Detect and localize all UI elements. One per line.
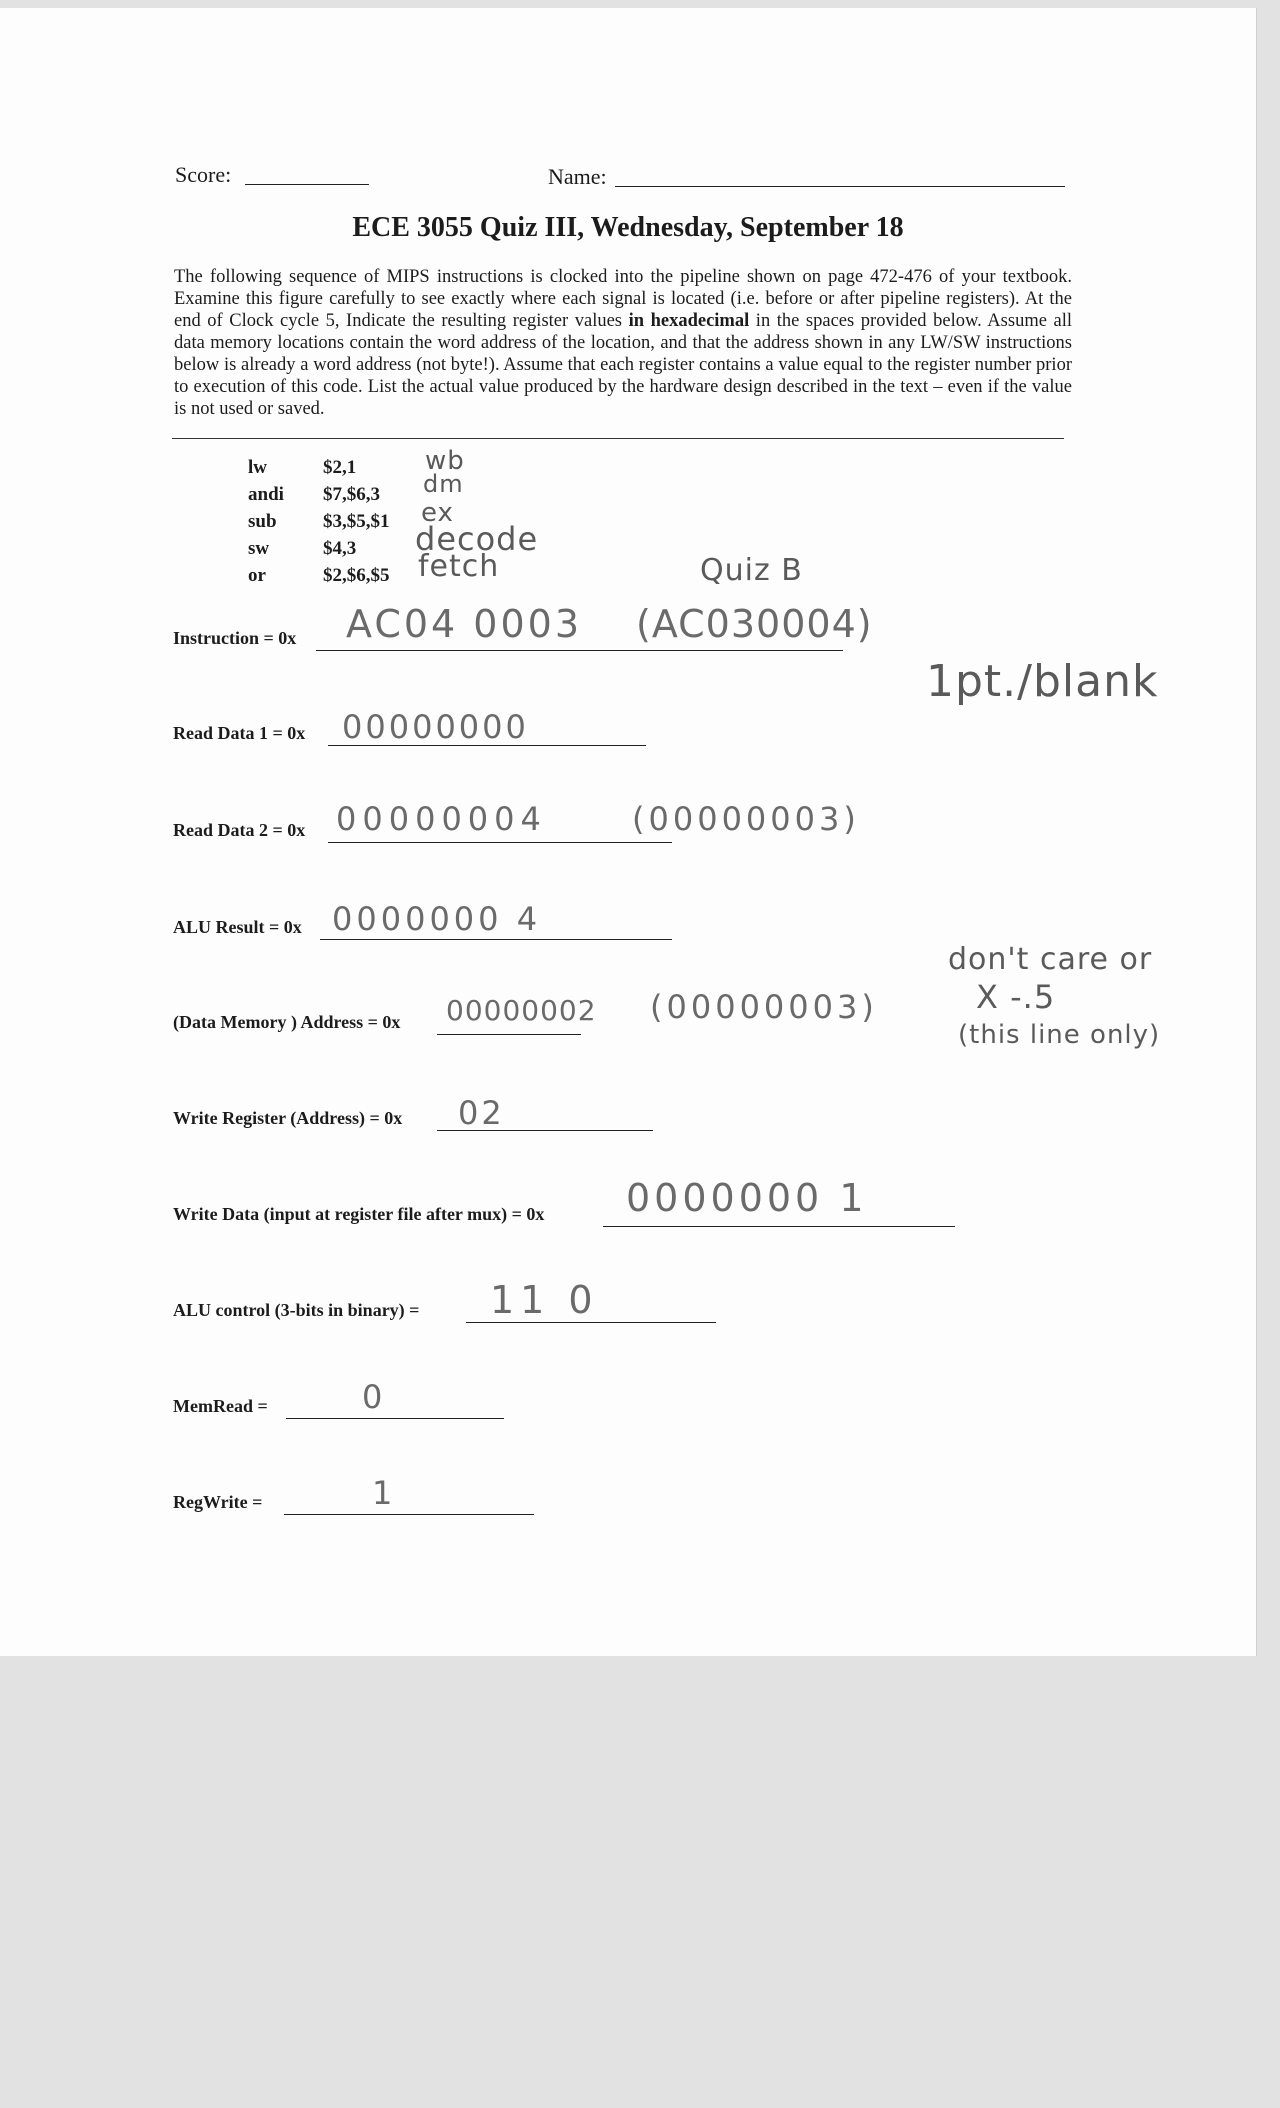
alu-result-label: ALU Result = 0x (173, 917, 302, 937)
operands: $3,$5,$1 (323, 511, 390, 532)
memread-answer: 0 (362, 1378, 386, 1416)
instruction-alt-answer: (AC030004) (636, 602, 873, 646)
name-blank (615, 186, 1065, 187)
write-register-answer: 02 (458, 1094, 505, 1132)
stage-note: decode (415, 520, 539, 558)
stage-note: dm (423, 470, 464, 498)
operands: $7,$6,3 (323, 484, 380, 505)
write-data-blank (603, 1226, 955, 1227)
alu-result-answer: 0000000 4 (332, 900, 542, 938)
opcode: or (248, 565, 266, 586)
instructions-paragraph (174, 266, 1072, 420)
instruction-blank (316, 650, 843, 651)
page-title: ECE 3055 Quiz III, Wednesday, September 18 (352, 212, 904, 243)
read-data-2-blank (328, 842, 672, 843)
score-blank (245, 184, 369, 185)
dm-address-alt-answer: (00000003) (650, 988, 878, 1026)
alu-result-blank (320, 939, 672, 940)
operands: $2,1 (323, 457, 357, 478)
intro-text-1: The following sequence of MIPS instructions is clocked into the pipeline shown on page 472-476 of your textbook. Examine this figure carefully to see exactly where each signal is located (i.e. before or after pipeline registers). At the end of Clock cycle 5, Indicate the resulting register values (174, 267, 1072, 331)
score-label: Score: (175, 162, 232, 187)
stage-note: ex (421, 498, 454, 528)
read-data-1-answer: 00000000 (342, 708, 529, 746)
regwrite-label: RegWrite = (173, 1492, 263, 1512)
intro-divider (172, 438, 1064, 439)
intro-bold: in hexadecimal (628, 311, 750, 331)
operands: $2,$6,$5 (323, 565, 390, 586)
write-data-answer: 0000000 1 (626, 1176, 868, 1220)
stage-note: fetch (418, 549, 500, 584)
memread-label: MemRead = (173, 1396, 268, 1416)
opcode: sub (248, 511, 277, 532)
instruction-answer: AC04 0003 (346, 602, 582, 646)
stage-note: wb (425, 446, 465, 476)
opcode: andi (248, 484, 284, 505)
regwrite-answer: 1 (372, 1474, 396, 1512)
write-data-label: Write Data (input at register file after mux) = 0x (173, 1204, 545, 1224)
intro-text-2: in the spaces provided below. Assume all data memory locations contain the word address of the location, and that the address shown in any LW/SW instructions below is already a word address (not byte!). Assume that each register contains a value equal to the register number prior to execution of this code. List the actual value produced by the hardware design described in the text – even if the value is not used or saved. (174, 311, 1072, 419)
read-data-2-label: Read Data 2 = 0x (173, 820, 306, 840)
dont-care-note: don't care or (948, 942, 1153, 977)
instruction-label: Instruction = 0x (173, 628, 297, 648)
dm-address-label: (Data Memory ) Address = 0x (173, 1012, 401, 1032)
memread-blank (286, 1418, 504, 1419)
read-data-2-alt-answer: (00000003) (632, 800, 860, 838)
name-label: Name: (548, 164, 607, 189)
quiz-version-note: Quiz B (700, 553, 803, 588)
penalty-note: X -.5 (976, 978, 1056, 1016)
this-line-note: (this line only) (958, 1020, 1161, 1050)
quiz-sheet (0, 8, 1257, 1656)
regwrite-blank (284, 1514, 534, 1515)
write-register-label: Write Register (Address) = 0x (173, 1108, 403, 1128)
opcode: sw (248, 538, 270, 559)
read-data-2-answer: 00000004 (336, 800, 547, 838)
read-data-1-label: Read Data 1 = 0x (173, 723, 306, 743)
operands: $4,3 (323, 538, 357, 559)
alu-control-label: ALU control (3-bits in binary) = (173, 1300, 420, 1320)
alu-control-answer: 11 0 (490, 1278, 599, 1322)
points-note: 1pt./blank (926, 656, 1159, 707)
opcode: lw (248, 457, 267, 478)
alu-control-blank (466, 1322, 716, 1323)
dm-address-answer: 00000002 (446, 994, 597, 1027)
dm-address-blank (437, 1034, 581, 1035)
